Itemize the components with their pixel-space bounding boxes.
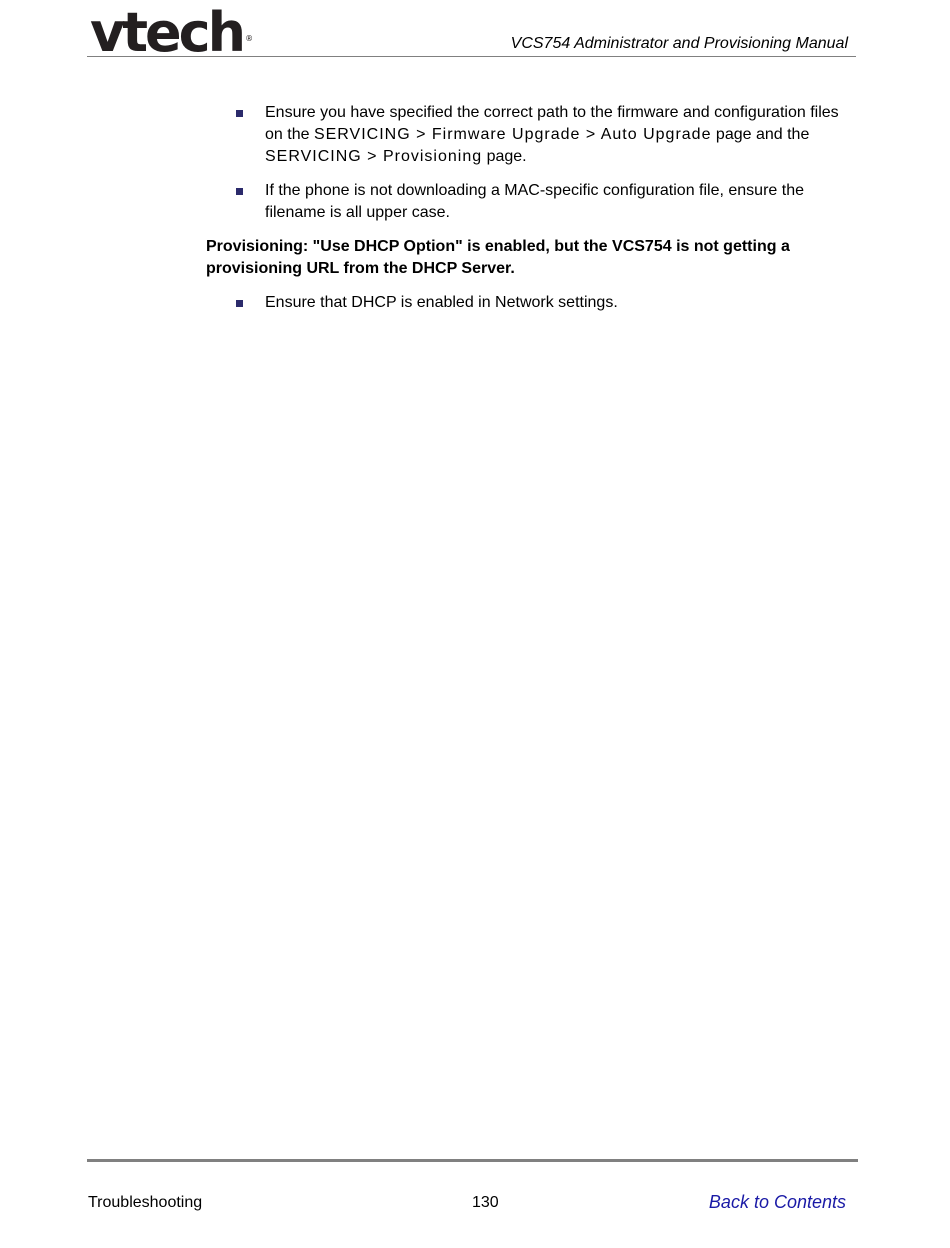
footer-section-name: Troubleshooting — [88, 1194, 203, 1211]
bullet-list-2 — [206, 292, 856, 314]
main-content — [206, 102, 856, 326]
list-item — [206, 180, 856, 224]
list-item — [206, 292, 856, 314]
logo-text: vtech — [90, 1, 244, 64]
square-bullet-icon — [236, 300, 243, 307]
bullet-text: Ensure that DHCP is enabled in Network settings. — [265, 294, 618, 311]
bullet-text: If the phone is not downloading a MAC-specific configuration file, ensure the filename is all upper case. — [265, 182, 804, 221]
registered-mark: ® — [245, 34, 254, 43]
square-bullet-icon — [236, 188, 243, 195]
list-item — [206, 102, 856, 168]
issue-heading: Provisioning: "Use DHCP Option" is enabled, but the VCS754 is not getting a provisioning URL from the DHCP Server. — [206, 238, 790, 277]
back-to-contents-link[interactable]: Back to Contents — [708, 1192, 846, 1212]
header-divider — [87, 56, 856, 57]
bullet-list-1 — [206, 102, 856, 224]
bullet-text: Ensure you have specified the correct path to the firmware and configuration files on the — [265, 104, 839, 143]
bullet-text: page. — [482, 148, 527, 165]
footer-divider — [87, 1159, 858, 1162]
page-number: 130 — [472, 1194, 499, 1211]
vtech-logo — [90, 1, 254, 64]
square-bullet-icon — [236, 110, 243, 117]
bullet-text: page and the — [711, 126, 810, 143]
document-title: VCS754 Administrator and Provisioning Manual — [510, 35, 848, 52]
ui-path-auto-upgrade: SERVICING > Firmware Upgrade > Auto Upgrade — [313, 126, 712, 143]
ui-path-provisioning: SERVICING > Provisioning — [265, 148, 483, 165]
